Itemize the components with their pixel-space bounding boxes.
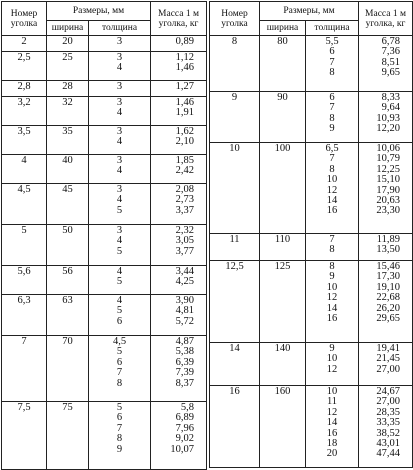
mass-value: 21,45 xyxy=(376,353,401,365)
mass-value: 23,30 xyxy=(376,205,401,217)
mass-cell xyxy=(359,36,413,92)
table-row xyxy=(2,402,207,470)
thickness-value: 3 xyxy=(116,126,123,137)
thickness-value: 9 xyxy=(329,123,335,135)
thickness-cell xyxy=(89,52,151,81)
thickness-value: 4,5 xyxy=(112,336,127,347)
thickness-value: 7 xyxy=(116,422,123,434)
thickness-value: 3 xyxy=(116,155,123,166)
thickness-value: 3 xyxy=(116,225,123,236)
thickness-cell xyxy=(306,261,359,343)
thickness-value: 6 xyxy=(116,315,123,327)
mass-value: 10,06 xyxy=(376,143,401,154)
table-row xyxy=(210,36,413,92)
width-cell: 90 xyxy=(260,92,306,143)
angle-number-cell: 5,6 xyxy=(2,266,47,295)
angle-number-cell: 7,5 xyxy=(2,402,47,470)
table-row xyxy=(2,52,207,81)
thickness-value: 14 xyxy=(326,417,338,429)
thickness-cell xyxy=(89,266,151,295)
mass-value: 1,27 xyxy=(175,81,195,92)
angle-number-cell: 6,3 xyxy=(2,295,47,336)
right-table xyxy=(209,1,413,468)
mass-cell xyxy=(359,143,413,234)
width-cell: 25 xyxy=(47,52,89,81)
thickness-value: 3 xyxy=(116,36,123,47)
width-cell: 20 xyxy=(47,36,89,52)
thickness-value: 4 xyxy=(116,266,123,277)
mass-value: 38,52 xyxy=(376,427,401,439)
angle-number-cell: 16 xyxy=(210,386,260,468)
width-cell: 45 xyxy=(47,184,89,225)
mass-cell xyxy=(359,343,413,386)
thickness-value: 3 xyxy=(116,184,123,195)
thickness-value: 4 xyxy=(116,62,123,74)
thickness-value: 6 xyxy=(329,92,335,103)
thickness-value: 12 xyxy=(326,292,338,304)
table-row xyxy=(2,155,207,184)
mass-value: 6,78 xyxy=(381,36,401,47)
header-thickness: толщина xyxy=(306,21,359,36)
mass-cell xyxy=(151,266,207,295)
width-cell: 50 xyxy=(47,225,89,266)
width-cell: 56 xyxy=(47,266,89,295)
mass-value: 2,08 xyxy=(175,184,195,195)
angle-number-cell: 4 xyxy=(2,155,47,184)
mass-value: 12,20 xyxy=(376,123,401,135)
angle-number-cell: 2,5 xyxy=(2,52,47,81)
left-table xyxy=(1,1,207,470)
mass-cell xyxy=(151,225,207,266)
thickness-value: 7 xyxy=(329,153,335,165)
mass-value: 5,8 xyxy=(180,402,195,413)
mass-value: 2,32 xyxy=(175,225,195,236)
table-row xyxy=(2,36,207,52)
angle-number-cell: 12,5 xyxy=(210,261,260,343)
mass-value: 9,65 xyxy=(381,67,401,79)
mass-value: 3,44 xyxy=(175,266,195,277)
mass-value: 13,50 xyxy=(376,244,401,256)
thickness-value: 10 xyxy=(326,386,338,397)
mass-value: 26,20 xyxy=(376,302,401,314)
mass-value: 10,07 xyxy=(170,443,195,455)
angle-number-cell: 2,8 xyxy=(2,81,47,97)
mass-value: 2,10 xyxy=(175,136,195,148)
mass-value: 7,96 xyxy=(175,422,195,434)
table-row xyxy=(210,261,413,343)
mass-value: 27,00 xyxy=(376,396,401,408)
angle-number-cell: 9 xyxy=(210,92,260,143)
mass-value: 15,10 xyxy=(376,174,401,186)
mass-value: 19,41 xyxy=(376,343,401,354)
table-row xyxy=(210,92,413,143)
angle-number-cell: 11 xyxy=(210,234,260,261)
thickness-value: 16 xyxy=(326,427,338,439)
thickness-value: 5 xyxy=(116,204,123,216)
header-mass: Масса 1 м уголка, кг xyxy=(151,2,207,36)
mass-value: 33,35 xyxy=(376,417,401,429)
thickness-value: 4 xyxy=(116,194,123,206)
mass-value: 43,01 xyxy=(376,437,401,449)
thickness-value: 12 xyxy=(326,406,338,418)
thickness-value: 4 xyxy=(116,107,123,119)
thickness-cell xyxy=(306,36,359,92)
mass-value: 3,05 xyxy=(175,235,195,247)
angle-number-cell: 3,5 xyxy=(2,126,47,155)
thickness-cell xyxy=(89,184,151,225)
angle-number-cell: 2 xyxy=(2,36,47,52)
table-row xyxy=(2,225,207,266)
table-row xyxy=(2,266,207,295)
thickness-value: 10 xyxy=(326,353,338,365)
mass-cell xyxy=(151,36,207,52)
thickness-cell xyxy=(306,143,359,234)
angle-number-cell: 14 xyxy=(210,343,260,386)
thickness-value: 12 xyxy=(326,363,338,375)
thickness-value: 8 xyxy=(329,112,335,124)
width-cell: 70 xyxy=(47,336,89,402)
mass-value: 20,63 xyxy=(376,194,401,206)
thickness-cell xyxy=(306,343,359,386)
thickness-cell xyxy=(89,36,151,52)
thickness-value: 4 xyxy=(116,165,123,177)
mass-cell xyxy=(151,184,207,225)
thickness-value: 7 xyxy=(329,102,335,114)
mass-value: 8,33 xyxy=(381,92,401,103)
mass-value: 9,02 xyxy=(175,433,195,445)
mass-value: 3,90 xyxy=(175,295,195,306)
mass-value: 6,89 xyxy=(175,412,195,424)
thickness-value: 14 xyxy=(326,194,338,206)
mass-cell xyxy=(151,97,207,126)
mass-value: 2,42 xyxy=(175,165,195,177)
mass-value: 17,90 xyxy=(376,184,401,196)
mass-value: 3,37 xyxy=(175,204,195,216)
width-cell: 110 xyxy=(260,234,306,261)
mass-cell xyxy=(359,386,413,468)
angle-number-cell: 8 xyxy=(210,36,260,92)
mass-value: 7,36 xyxy=(381,46,401,58)
thickness-cell xyxy=(89,336,151,402)
mass-value: 11,89 xyxy=(376,234,401,245)
mass-value: 2,73 xyxy=(175,194,195,206)
thickness-value: 5 xyxy=(116,346,123,358)
thickness-value: 9 xyxy=(329,271,335,283)
thickness-value: 3 xyxy=(116,52,123,63)
width-cell: 80 xyxy=(260,36,306,92)
thickness-value: 18 xyxy=(326,437,338,449)
thickness-value: 5 xyxy=(116,305,123,317)
thickness-cell xyxy=(89,402,151,470)
angle-number-cell: 10 xyxy=(210,143,260,234)
mass-value: 4,87 xyxy=(175,336,195,347)
mass-value: 1,46 xyxy=(175,97,195,108)
table-row xyxy=(2,295,207,336)
mass-cell xyxy=(151,126,207,155)
mass-value: 29,65 xyxy=(376,312,401,324)
header-width: ширина xyxy=(47,21,89,36)
thickness-cell xyxy=(306,234,359,261)
width-cell: 75 xyxy=(47,402,89,470)
mass-value: 7,39 xyxy=(175,367,195,379)
thickness-value: 9 xyxy=(116,443,123,455)
thickness-value: 8 xyxy=(329,244,335,256)
thickness-value: 16 xyxy=(326,312,338,324)
mass-value: 19,10 xyxy=(376,281,401,293)
mass-value: 12,25 xyxy=(376,163,401,175)
mass-value: 1,46 xyxy=(175,62,195,74)
width-cell: 125 xyxy=(260,261,306,343)
header-sizes: Размеры, мм xyxy=(47,2,151,21)
thickness-cell xyxy=(306,92,359,143)
thickness-value: 7 xyxy=(329,56,335,68)
thickness-cell xyxy=(306,386,359,468)
table-row xyxy=(210,143,413,234)
mass-value: 6,39 xyxy=(175,356,195,368)
thickness-cell xyxy=(89,295,151,336)
thickness-value: 8 xyxy=(329,261,335,272)
thickness-value: 14 xyxy=(326,302,338,314)
thickness-value: 6 xyxy=(329,46,335,58)
width-cell: 35 xyxy=(47,126,89,155)
thickness-value: 5 xyxy=(116,402,123,413)
thickness-value: 16 xyxy=(326,205,338,217)
thickness-value: 6 xyxy=(116,412,123,424)
mass-value: 24,67 xyxy=(376,386,401,397)
thickness-value: 7 xyxy=(116,367,123,379)
header-width: ширина xyxy=(260,21,306,36)
width-cell: 28 xyxy=(47,81,89,97)
mass-value: 5,38 xyxy=(175,346,195,358)
thickness-value: 6 xyxy=(116,356,123,368)
mass-value: 9,64 xyxy=(381,102,401,114)
header-number: Номер уголка xyxy=(210,2,260,36)
mass-cell xyxy=(359,92,413,143)
thickness-value: 5,5 xyxy=(325,36,339,47)
thickness-value: 10 xyxy=(326,281,338,293)
mass-cell xyxy=(151,155,207,184)
width-cell: 160 xyxy=(260,386,306,468)
thickness-value: 5 xyxy=(116,245,123,257)
mass-cell xyxy=(359,261,413,343)
mass-value: 1,62 xyxy=(175,126,195,137)
thickness-value: 11 xyxy=(326,396,338,408)
mass-value: 3,77 xyxy=(175,245,195,257)
mass-value: 1,12 xyxy=(175,52,195,63)
thickness-value: 8 xyxy=(329,67,335,79)
thickness-value: 3 xyxy=(116,97,123,108)
angle-number-cell: 7 xyxy=(2,336,47,402)
mass-value: 8,51 xyxy=(381,56,401,68)
width-cell: 63 xyxy=(47,295,89,336)
mass-value: 10,79 xyxy=(376,153,401,165)
mass-value: 8,37 xyxy=(175,377,195,389)
thickness-value: 7 xyxy=(329,234,335,245)
thickness-value: 5 xyxy=(116,276,123,288)
mass-value: 22,68 xyxy=(376,292,401,304)
width-cell: 100 xyxy=(260,143,306,234)
mass-value: 1,91 xyxy=(175,107,195,119)
mass-value: 4,81 xyxy=(175,305,195,317)
thickness-cell xyxy=(89,126,151,155)
mass-value: 17,30 xyxy=(376,271,401,283)
thickness-value: 4 xyxy=(116,136,123,148)
table-row xyxy=(210,343,413,386)
mass-value: 15,46 xyxy=(376,261,401,272)
angle-number-cell: 4,5 xyxy=(2,184,47,225)
mass-cell xyxy=(359,234,413,261)
width-cell: 32 xyxy=(47,97,89,126)
thickness-value: 8 xyxy=(116,377,123,389)
table-row xyxy=(2,81,207,97)
mass-value: 27,00 xyxy=(376,363,401,375)
header-thickness: толщина xyxy=(89,21,151,36)
mass-value: 28,35 xyxy=(376,406,401,418)
mass-value: 47,44 xyxy=(376,448,401,460)
header-mass: Масса 1 м уголка, кг xyxy=(359,2,413,36)
thickness-value: 6,5 xyxy=(325,143,339,154)
mass-value: 0,89 xyxy=(175,36,195,47)
mass-cell xyxy=(151,295,207,336)
table-row xyxy=(2,184,207,225)
mass-value: 1,85 xyxy=(175,155,195,166)
angle-number-cell: 5 xyxy=(2,225,47,266)
mass-value: 4,25 xyxy=(175,276,195,288)
thickness-cell xyxy=(89,225,151,266)
thickness-cell xyxy=(89,97,151,126)
thickness-value: 3 xyxy=(116,81,123,92)
thickness-value: 4 xyxy=(116,295,123,306)
thickness-value: 20 xyxy=(326,448,338,460)
thickness-value: 9 xyxy=(329,343,335,354)
thickness-cell xyxy=(89,155,151,184)
thickness-value: 8 xyxy=(329,163,335,175)
header-sizes: Размеры, мм xyxy=(260,2,359,21)
thickness-value: 8 xyxy=(116,433,123,445)
thickness-value: 4 xyxy=(116,235,123,247)
table-row xyxy=(2,97,207,126)
thickness-value: 12 xyxy=(326,184,338,196)
mass-cell xyxy=(151,81,207,97)
mass-cell xyxy=(151,336,207,402)
mass-value: 5,72 xyxy=(175,315,195,327)
angle-number-cell: 3,2 xyxy=(2,97,47,126)
width-cell: 40 xyxy=(47,155,89,184)
table-row xyxy=(2,336,207,402)
table-row xyxy=(210,386,413,468)
mass-cell xyxy=(151,402,207,470)
thickness-value: 10 xyxy=(326,174,338,186)
table-row xyxy=(210,234,413,261)
width-cell: 140 xyxy=(260,343,306,386)
header-number: Номер уголка xyxy=(2,2,47,36)
thickness-cell xyxy=(89,81,151,97)
mass-value: 10,93 xyxy=(376,112,401,124)
table-row xyxy=(2,126,207,155)
mass-cell xyxy=(151,52,207,81)
